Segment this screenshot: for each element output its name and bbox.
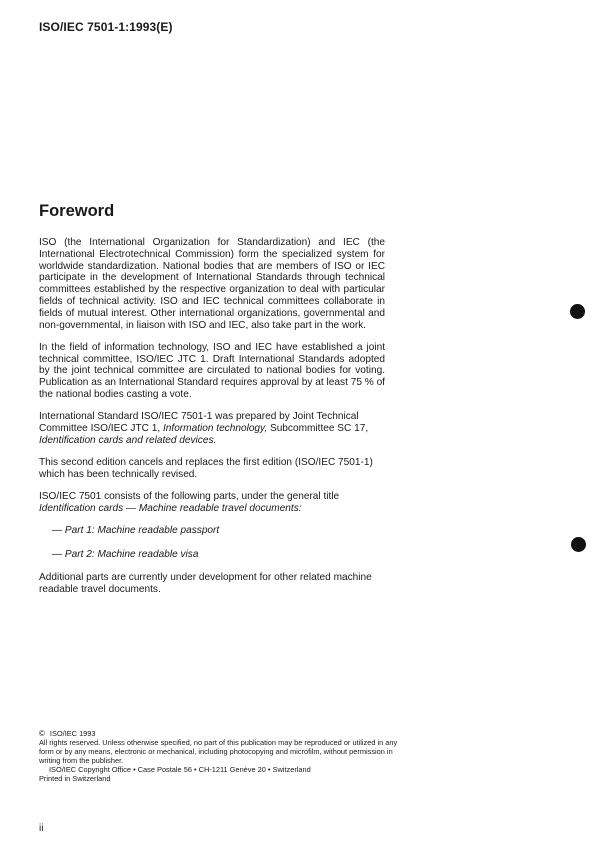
paragraph-jtc1: In the field of information technology, ISO and IEC have established a joint technical committee, ISO/IEC JTC 1. Draft International Standards adopted by the joint technical committee are circulated to national bodies for voting. Publication as an International Standard requires approval by at least 75 % of the national bodies casting a vote. xyxy=(39,341,385,401)
part-2-label: Part 2: Machine readable visa xyxy=(64,548,199,560)
copyright-office-address: ISO/IEC Copyright Office • Case Postale 56 • CH-1211 Genève 20 • Switzerland xyxy=(49,765,311,775)
list-dash: — xyxy=(52,548,65,560)
copyright-line xyxy=(39,729,399,738)
paragraph-additional-parts: Additional parts are currently under development for other related machine readable travel documents. xyxy=(39,572,372,595)
copyright-symbol: © xyxy=(39,729,45,738)
paragraph-parts-intro xyxy=(39,491,385,515)
general-title: Identification cards — Machine readable travel documents: xyxy=(39,503,302,515)
page-number: ii xyxy=(39,823,44,834)
paragraph-prepared-by xyxy=(39,411,385,446)
copyright-owner-year: ISO/IEC 1993 xyxy=(49,729,96,738)
page-title: Foreword xyxy=(39,202,115,220)
prepared-by-emphasis-2: Identification cards and related devices. xyxy=(39,434,217,446)
margin-mark-icon xyxy=(571,537,586,552)
copyright-rights: All rights reserved. Unless otherwise specified, no part of this publication may be reproduced or utilized in any form or by any means, electronic or mechanical, including photocopying and microfilm, without permission in writing from the publisher. xyxy=(39,738,398,766)
standard-designation-header: ISO/IEC 7501-1:1993(E) xyxy=(39,20,173,34)
foreword-body xyxy=(39,237,385,606)
paragraph-organizations: ISO (the International Organization for Standardization) and IEC (the International Electrotechnical Commission) form the specialized system for worldwide standardization. National bodies that are members of ISO or IEC participate in the development of International Standards through technical committees established by the respective organization to deal with particular fields of technical activity. ISO and IEC technical committees collaborate in fields of mutual interest. Other international organizations, governmental and non-governmental, in liaison with ISO and IEC, also take part in the work. xyxy=(39,237,385,331)
prepared-by-text-2: Subcommittee SC 17, xyxy=(267,423,369,435)
prepared-by-emphasis-1: Information technology, xyxy=(162,423,268,435)
parts-intro-text: ISO/IEC 7501 consists of the following parts, under the general title xyxy=(39,491,340,503)
list-dash: — xyxy=(52,525,65,537)
paragraph-edition: This second edition cancels and replaces the first edition (ISO/IEC 7501-1) which has been technically revised. xyxy=(39,457,373,481)
list-item xyxy=(52,549,385,561)
part-1-label: Part 1: Machine readable passport xyxy=(64,525,220,537)
margin-mark-icon xyxy=(570,304,585,319)
list-item xyxy=(52,525,385,537)
copyright-block xyxy=(39,729,399,784)
printed-in: Printed in Switzerland xyxy=(39,774,111,784)
prepared-by-text: International Standard ISO/IEC 7501-1 was prepared by Joint Technical Committee ISO/IEC JTC 1, xyxy=(39,411,359,435)
